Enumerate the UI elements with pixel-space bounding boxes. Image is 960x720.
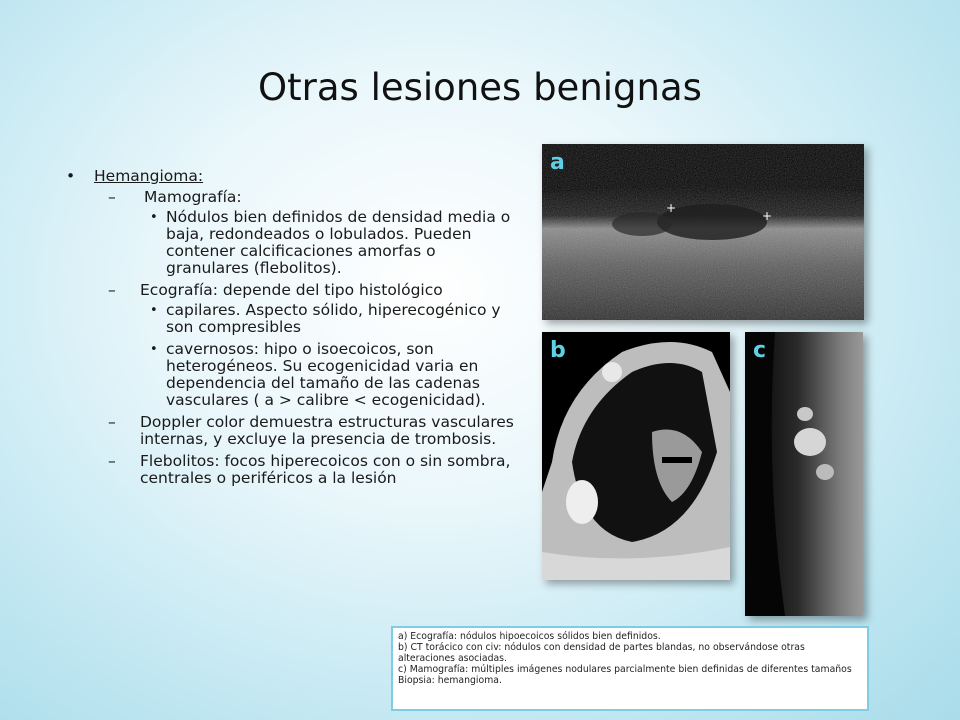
svg-text:+: + — [762, 209, 773, 223]
image-label-a: a — [550, 150, 565, 175]
ultrasound-graphic — [542, 144, 864, 320]
ct-graphic — [542, 332, 730, 580]
caption-line-d: Biopsia: hemangioma. — [398, 675, 502, 686]
slide-title: Otras lesiones benignas — [258, 66, 702, 109]
dash-marker: – — [108, 413, 116, 431]
item-capilares — [66, 302, 516, 336]
bullet-dot: • — [150, 342, 158, 357]
bullet-dot: • — [150, 210, 158, 225]
mammography-image — [745, 332, 863, 616]
dash-marker: – — [108, 188, 116, 206]
hemangioma-heading: Hemangioma: — [94, 167, 204, 185]
mamografia-text: Mamografía: — [144, 188, 242, 206]
ecografia-text: Ecografía: depende del tipo histológico — [140, 281, 443, 299]
item-cavernosos — [66, 341, 516, 409]
image-label-b: b — [550, 338, 566, 363]
item-doppler — [66, 414, 516, 448]
bullet-list — [66, 168, 516, 487]
caption-line-a: a) Ecografía: nódulos hipoecoicos sólidos bien definidos. — [398, 631, 661, 642]
bullet-dot: • — [150, 303, 158, 318]
cavernosos-text: cavernosos: hipo o isoecoicos, son heterogéneos. Su ecogenicidad varia en dependencia del tamaño de las cadenas vasculares ( a > calibre < ecogenicidad). — [166, 340, 486, 409]
figure-caption — [391, 626, 869, 711]
item-mamografia — [66, 189, 516, 206]
capilares-text: capilares. Aspecto sólido, hiperecogénico y son compresibles — [166, 301, 501, 336]
ultrasound-image — [542, 144, 864, 320]
item-ecografia — [66, 282, 516, 299]
doppler-text: Doppler color demuestra estructuras vasculares internas, y excluye la presencia de trombosis. — [140, 413, 514, 448]
svg-text:+: + — [666, 201, 677, 215]
dash-marker: – — [108, 281, 116, 299]
bullet-hemangioma — [66, 168, 516, 185]
image-label-c: c — [753, 338, 767, 363]
flebolitos-text: Flebolitos: focos hiperecoicos con o sin sombra, centrales o periféricos a la lesión — [140, 452, 511, 487]
item-mamografia-sub — [66, 209, 516, 277]
mamografia-sub-text: Nódulos bien definidos de densidad media o baja, redondeados o lobulados. Pueden contener calcificaciones amorfas o granulares (flebolitos). — [166, 208, 511, 277]
bullet-dot: • — [66, 167, 76, 185]
caption-line-c: c) Mamografía: múltiples imágenes nodulares parcialmente bien definidas de diferentes tamaños — [398, 664, 852, 675]
caption-line-b: b) CT torácico con civ: nódulos con densidad de partes blandas, no observándose otras alteraciones asociadas. — [398, 642, 805, 664]
item-flebolitos — [66, 453, 516, 487]
ct-image — [542, 332, 730, 580]
mammography-graphic — [745, 332, 863, 616]
dash-marker: – — [108, 452, 116, 470]
